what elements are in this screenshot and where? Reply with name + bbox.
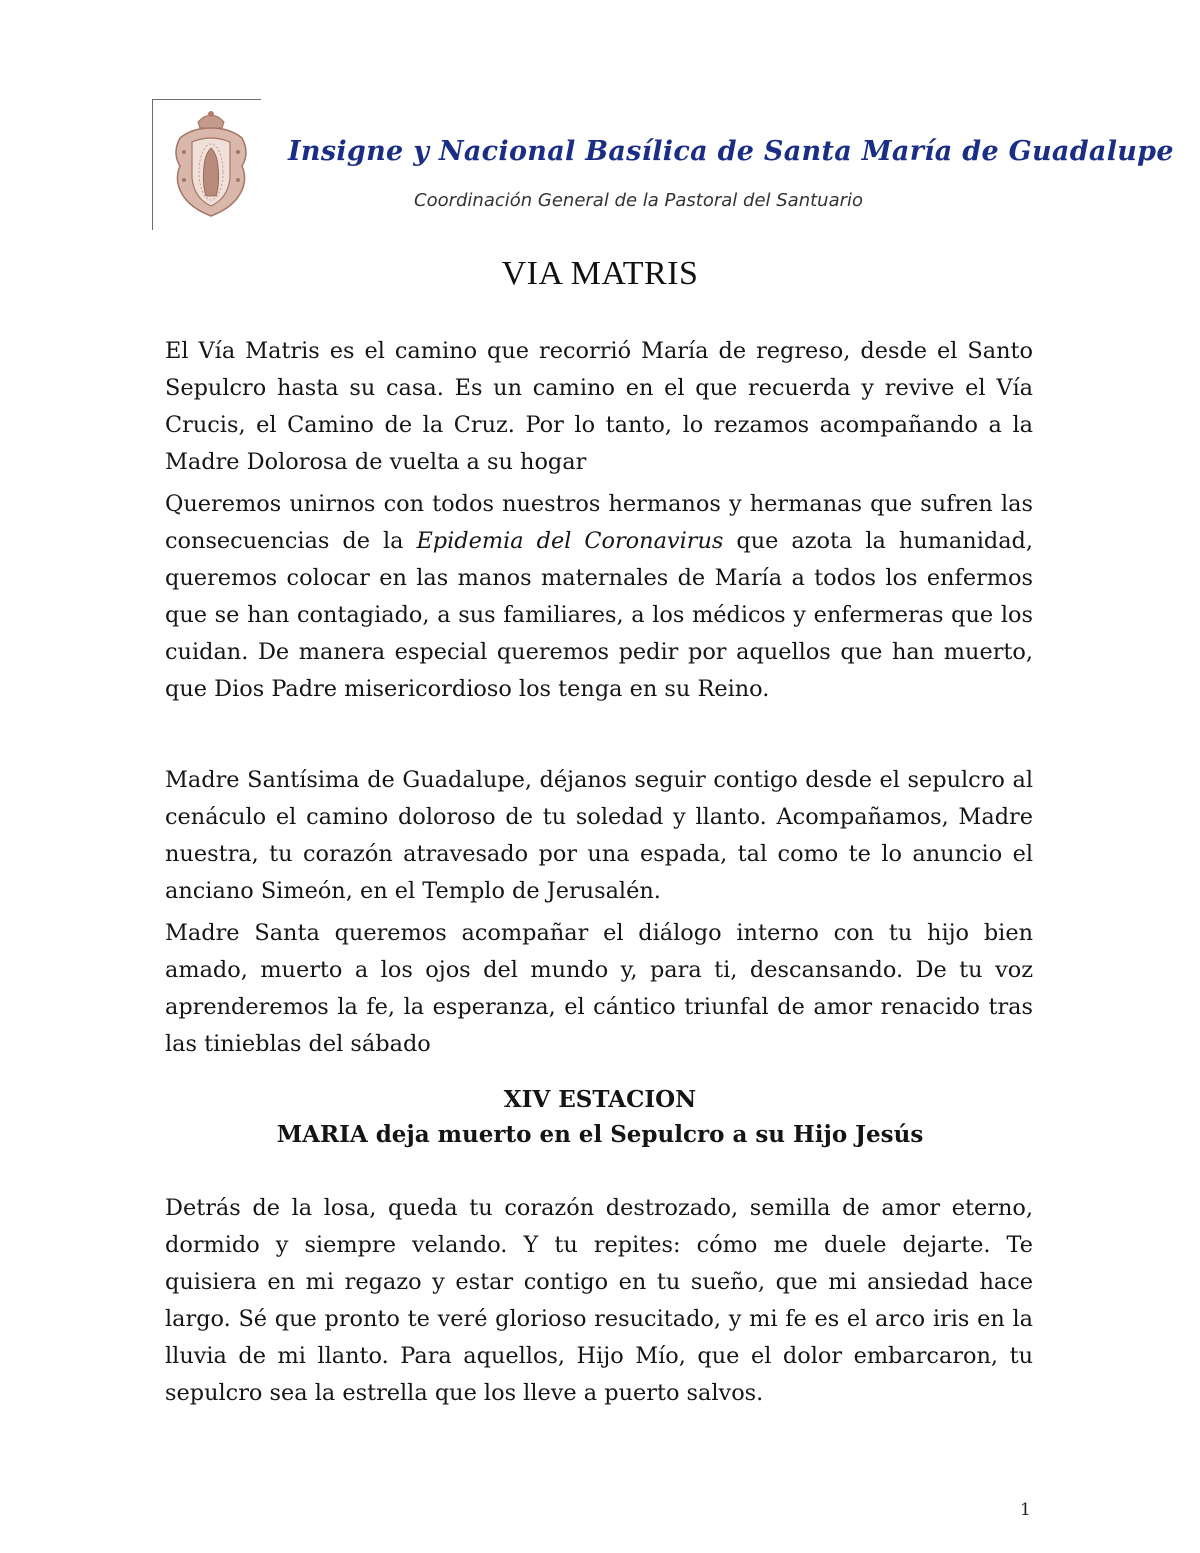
madre-santa-paragraph: Madre Santa queremos acompañar el diálogo interno con tu hijo bien amado, muerto a los ojos del mundo y, para ti, descansando. De tu voz aprenderemos la fe, la esperanza, el cántico triunfal de amor renacido tras las tinieblas del sábado xyxy=(165,920,1033,1057)
epidemic-emphasis: Epidemia del Coronavirus xyxy=(416,528,724,554)
coronavirus-paragraph-end: que azota la humanidad, queremos colocar en las manos maternales de María a todos los enfermos que se han contagiado, a sus familiares, a los médicos y enfermeras que los cuidan. De manera especial queremos pedir por aquellos que han muerto, que Dios Padre misericordioso los tenga en su Reino. xyxy=(165,528,1033,702)
basilica-crest-logo xyxy=(170,108,252,220)
station-name-heading: MARIA deja muerto en el Sepulcro a su Hijo Jesús xyxy=(276,1121,924,1148)
page-number: 1 xyxy=(1020,1500,1031,1520)
station-number-heading: XIV ESTACION xyxy=(503,1086,697,1113)
coronavirus-paragraph xyxy=(165,486,1033,708)
basilica-name: Insigne y Nacional Basílica de Santa María de Guadalupe xyxy=(288,136,1174,167)
coronavirus-paragraph-start: Queremos unirnos con todos nuestros hermanos y hermanas que sufren las consecuencias de la xyxy=(165,491,1033,554)
document-title: VIA MATRIS xyxy=(501,255,699,292)
guadalupe-paragraph: Madre Santísima de Guadalupe, déjanos seguir contigo desde el sepulcro al cenáculo el camino doloroso de tu soledad y llanto. Acompañamos, Madre nuestra, tu corazón atravesado por una espada, tal como te lo anuncio el anciano Simeón, en el Templo de Jerusalén. xyxy=(165,767,1033,904)
intro-paragraph: El Vía Matris es el camino que recorrió María de regreso, desde el Santo Sepulcro hasta su casa. Es un camino en el que recuerda y revive el Vía Crucis, el Camino de la Cruz. Por lo tanto, lo rezamos acompañando a la Madre Dolorosa de vuelta a su hogar xyxy=(165,338,1033,475)
station-meditation-paragraph: Detrás de la losa, queda tu corazón destrozado, semilla de amor eterno, dormido y siempre velando. Y tu repites: cómo me duele dejarte. Te quisiera en mi regazo y estar contigo en tu sueño, que mi ansiedad hace largo. Sé que pronto te veré glorioso resucitado, y mi fe es el arco iris en la lluvia de mi llanto. Para aquellos, Hijo Mío, que el dolor embarcaron, tu sepulcro sea la estrella que los lleve a puerto salvos. xyxy=(165,1195,1033,1406)
pastoral-coordination-subtitle: Coordinación General de la Pastoral del Santuario xyxy=(414,190,864,211)
